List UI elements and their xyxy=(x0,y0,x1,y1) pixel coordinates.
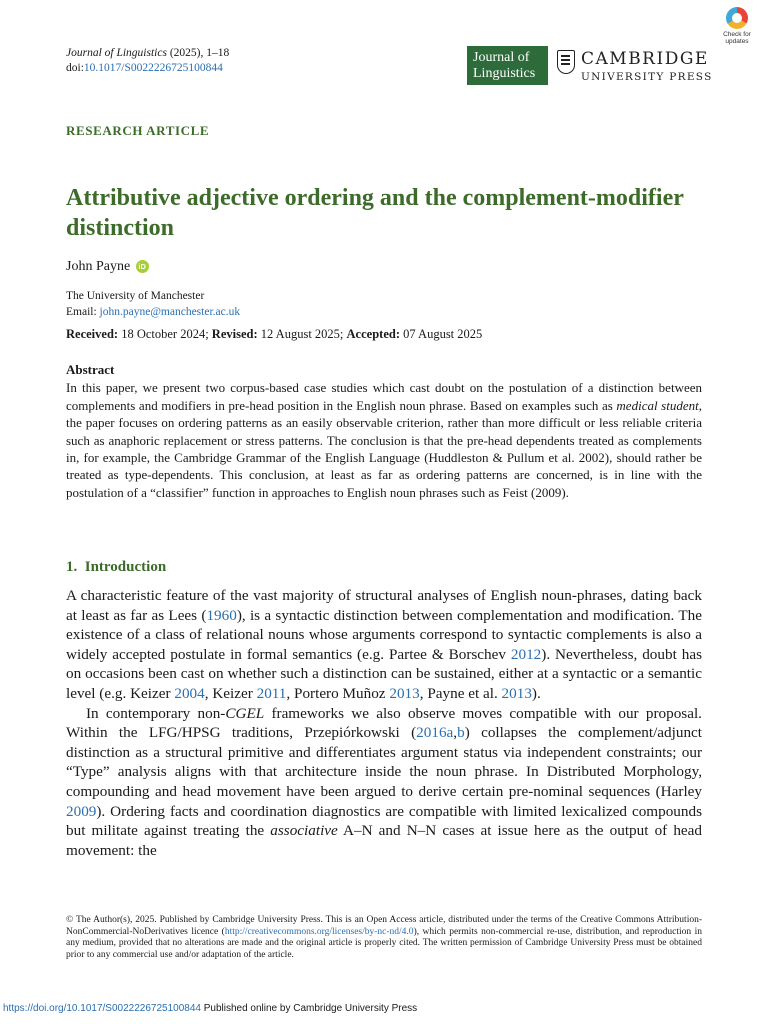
abstract-text-cont: , the paper focuses on ordering patterns as an easily observable criterion, rather than more difficult or less reliable criteria such as anaphoric replacement or stress patterns. The conclusion is that the pre-head dependents treated as complements in, for example, the Cambridge Grammar of the English Language (Huddleston & Pullum et al. 2002), should rather be treated as type-dependents. This conclusion, at least as far as ordering patterns are concerned, is in line with the postulation of a “classifier” function in approaches to English noun phrases such as Feist (2009). xyxy=(66,397,702,500)
journal-year-pages: (2025), 1–18 xyxy=(166,47,230,59)
accepted-label: Accepted: xyxy=(346,327,400,341)
article-dates xyxy=(66,327,482,342)
author-affiliation xyxy=(66,288,240,320)
revised-date: 12 August 2025; xyxy=(257,327,347,341)
citation-link[interactable]: 2011 xyxy=(256,684,287,702)
journal-logo-line1: Journal of xyxy=(473,50,530,65)
emphasis: CGEL xyxy=(225,704,265,722)
doi-prefix: doi: xyxy=(66,62,84,74)
abstract xyxy=(66,361,702,501)
emphasis: associative xyxy=(270,822,338,840)
received-label: Received: xyxy=(66,327,119,341)
citation-link[interactable]: 2013 xyxy=(501,684,532,702)
citation-link[interactable]: 1960 xyxy=(206,606,237,624)
journal-logo[interactable] xyxy=(467,46,548,85)
footer-doi-link[interactable]: https://doi.org/10.1017/S0022226725100844 xyxy=(3,1003,201,1014)
cambridge-crest-icon xyxy=(557,50,575,74)
citation-link[interactable]: 2013 xyxy=(389,684,420,702)
license-link[interactable]: http://creativecommons.org/licenses/by-nc-nd/4.0 xyxy=(224,926,414,937)
section-heading xyxy=(66,559,166,576)
doi-link[interactable]: 10.1017/S0022226725100844 xyxy=(83,62,223,74)
crossmark-icon xyxy=(726,7,748,29)
author-line xyxy=(66,259,149,275)
article-title: Attributive adjective ordering and the complement-modifier distinction xyxy=(66,185,684,241)
received-date: 18 October 2024; xyxy=(118,327,212,341)
footer-text: Published online by Cambridge University Press xyxy=(200,1003,418,1014)
citation-link[interactable]: 2009 xyxy=(66,802,97,820)
paragraph: In contemporary non-CGEL frameworks we also observe moves compatible with our proposal. Within the LFG/HPSG traditions, Przepiórkowski (2016a,b) collapses the complement/adjunct distinction as a structural primitive and differentiates argument status via independent constraints; our “Type” analysis aligns with that architecture inside the noun phrase. In Distributed Morphology, compounding and head movement have been argued to derive certain pre-nominal sequences (Harley 2009). Ordering facts and coordination diagnostics are compatible with limited lexicalized compounds but militate against treating the associative A–N and N–N cases at issue here as the output of head movement: the xyxy=(66,704,703,859)
revised-label: Revised: xyxy=(211,327,258,341)
publisher-name: CAMBRIDGE xyxy=(581,49,709,69)
journal-reference xyxy=(66,46,229,76)
paragraph: A characteristic feature of the vast majority of structural analyses of English noun-phrases, dating back at least as far as Lees (1960), is a syntactic distinction between complementation and modification. The existence of a class of relational nouns whose arguments correspond to syntactic complements is also a widely accepted postulate in formal semantics (e.g. Partee & Borschev 2012). Nevertheless, doubt has on occasions been cast on whether such a distinction can be sustained, either at a syntactic or a semantic level (e.g. Keizer 2004, Keizer 2011, Portero Muñoz 2013, Payne et al. 2013). xyxy=(66,587,702,702)
article-type-label: RESEARCH ARTICLE xyxy=(66,123,210,138)
citation-link[interactable]: 2012 xyxy=(510,645,542,663)
citation-link[interactable]: 2016a xyxy=(416,724,454,742)
abstract-text: In this paper, we present two corpus-based case studies which cast doubt on the postulation of a distinction between complements and modifiers in pre-head position in the English noun phrase. Based on examples such as xyxy=(66,380,702,413)
section-title: Introduction xyxy=(84,559,167,575)
email-label: Email: xyxy=(66,306,100,318)
citation-link[interactable]: b xyxy=(457,724,465,742)
journal-name: Journal of Linguistics xyxy=(66,47,167,59)
copyright-footnote: © The Author(s), 2025. Published by Cambridge University Press. This is an Open Access article, distributed under the terms of the Creative Commons Attribution-NonCommercial-NoDerivatives licence (http://creativecommons.org/licenses/by-nc-nd/4.0), which permits non-commercial re-use, distribution, and reproduction in any medium, provided that no alterations are made and the original article is properly cited. The written permission of Cambridge University Press must be obtained prior to any commercial use and/or adaptation of the article. xyxy=(66,915,702,960)
section-number: 1. xyxy=(66,559,78,575)
accepted-date: 07 August 2025 xyxy=(399,327,483,341)
page-footer xyxy=(3,1003,417,1014)
institution: The University of Manchester xyxy=(66,290,205,302)
publisher-subname: UNIVERSITY PRESS xyxy=(581,71,713,83)
body-text xyxy=(66,586,702,860)
abstract-heading: Abstract xyxy=(66,362,115,377)
crossmark-label: Check for updates xyxy=(723,31,751,45)
citation-link[interactable]: 2004 xyxy=(174,684,205,702)
orcid-icon[interactable]: iD xyxy=(136,260,149,273)
journal-logo-line2: Linguistics xyxy=(473,66,536,81)
author-name[interactable]: John Payne xyxy=(66,259,131,274)
abstract-emphasis: medical student xyxy=(616,397,699,413)
crossmark-badge[interactable] xyxy=(717,7,757,47)
email-link[interactable]: john.payne@manchester.ac.uk xyxy=(99,306,241,318)
